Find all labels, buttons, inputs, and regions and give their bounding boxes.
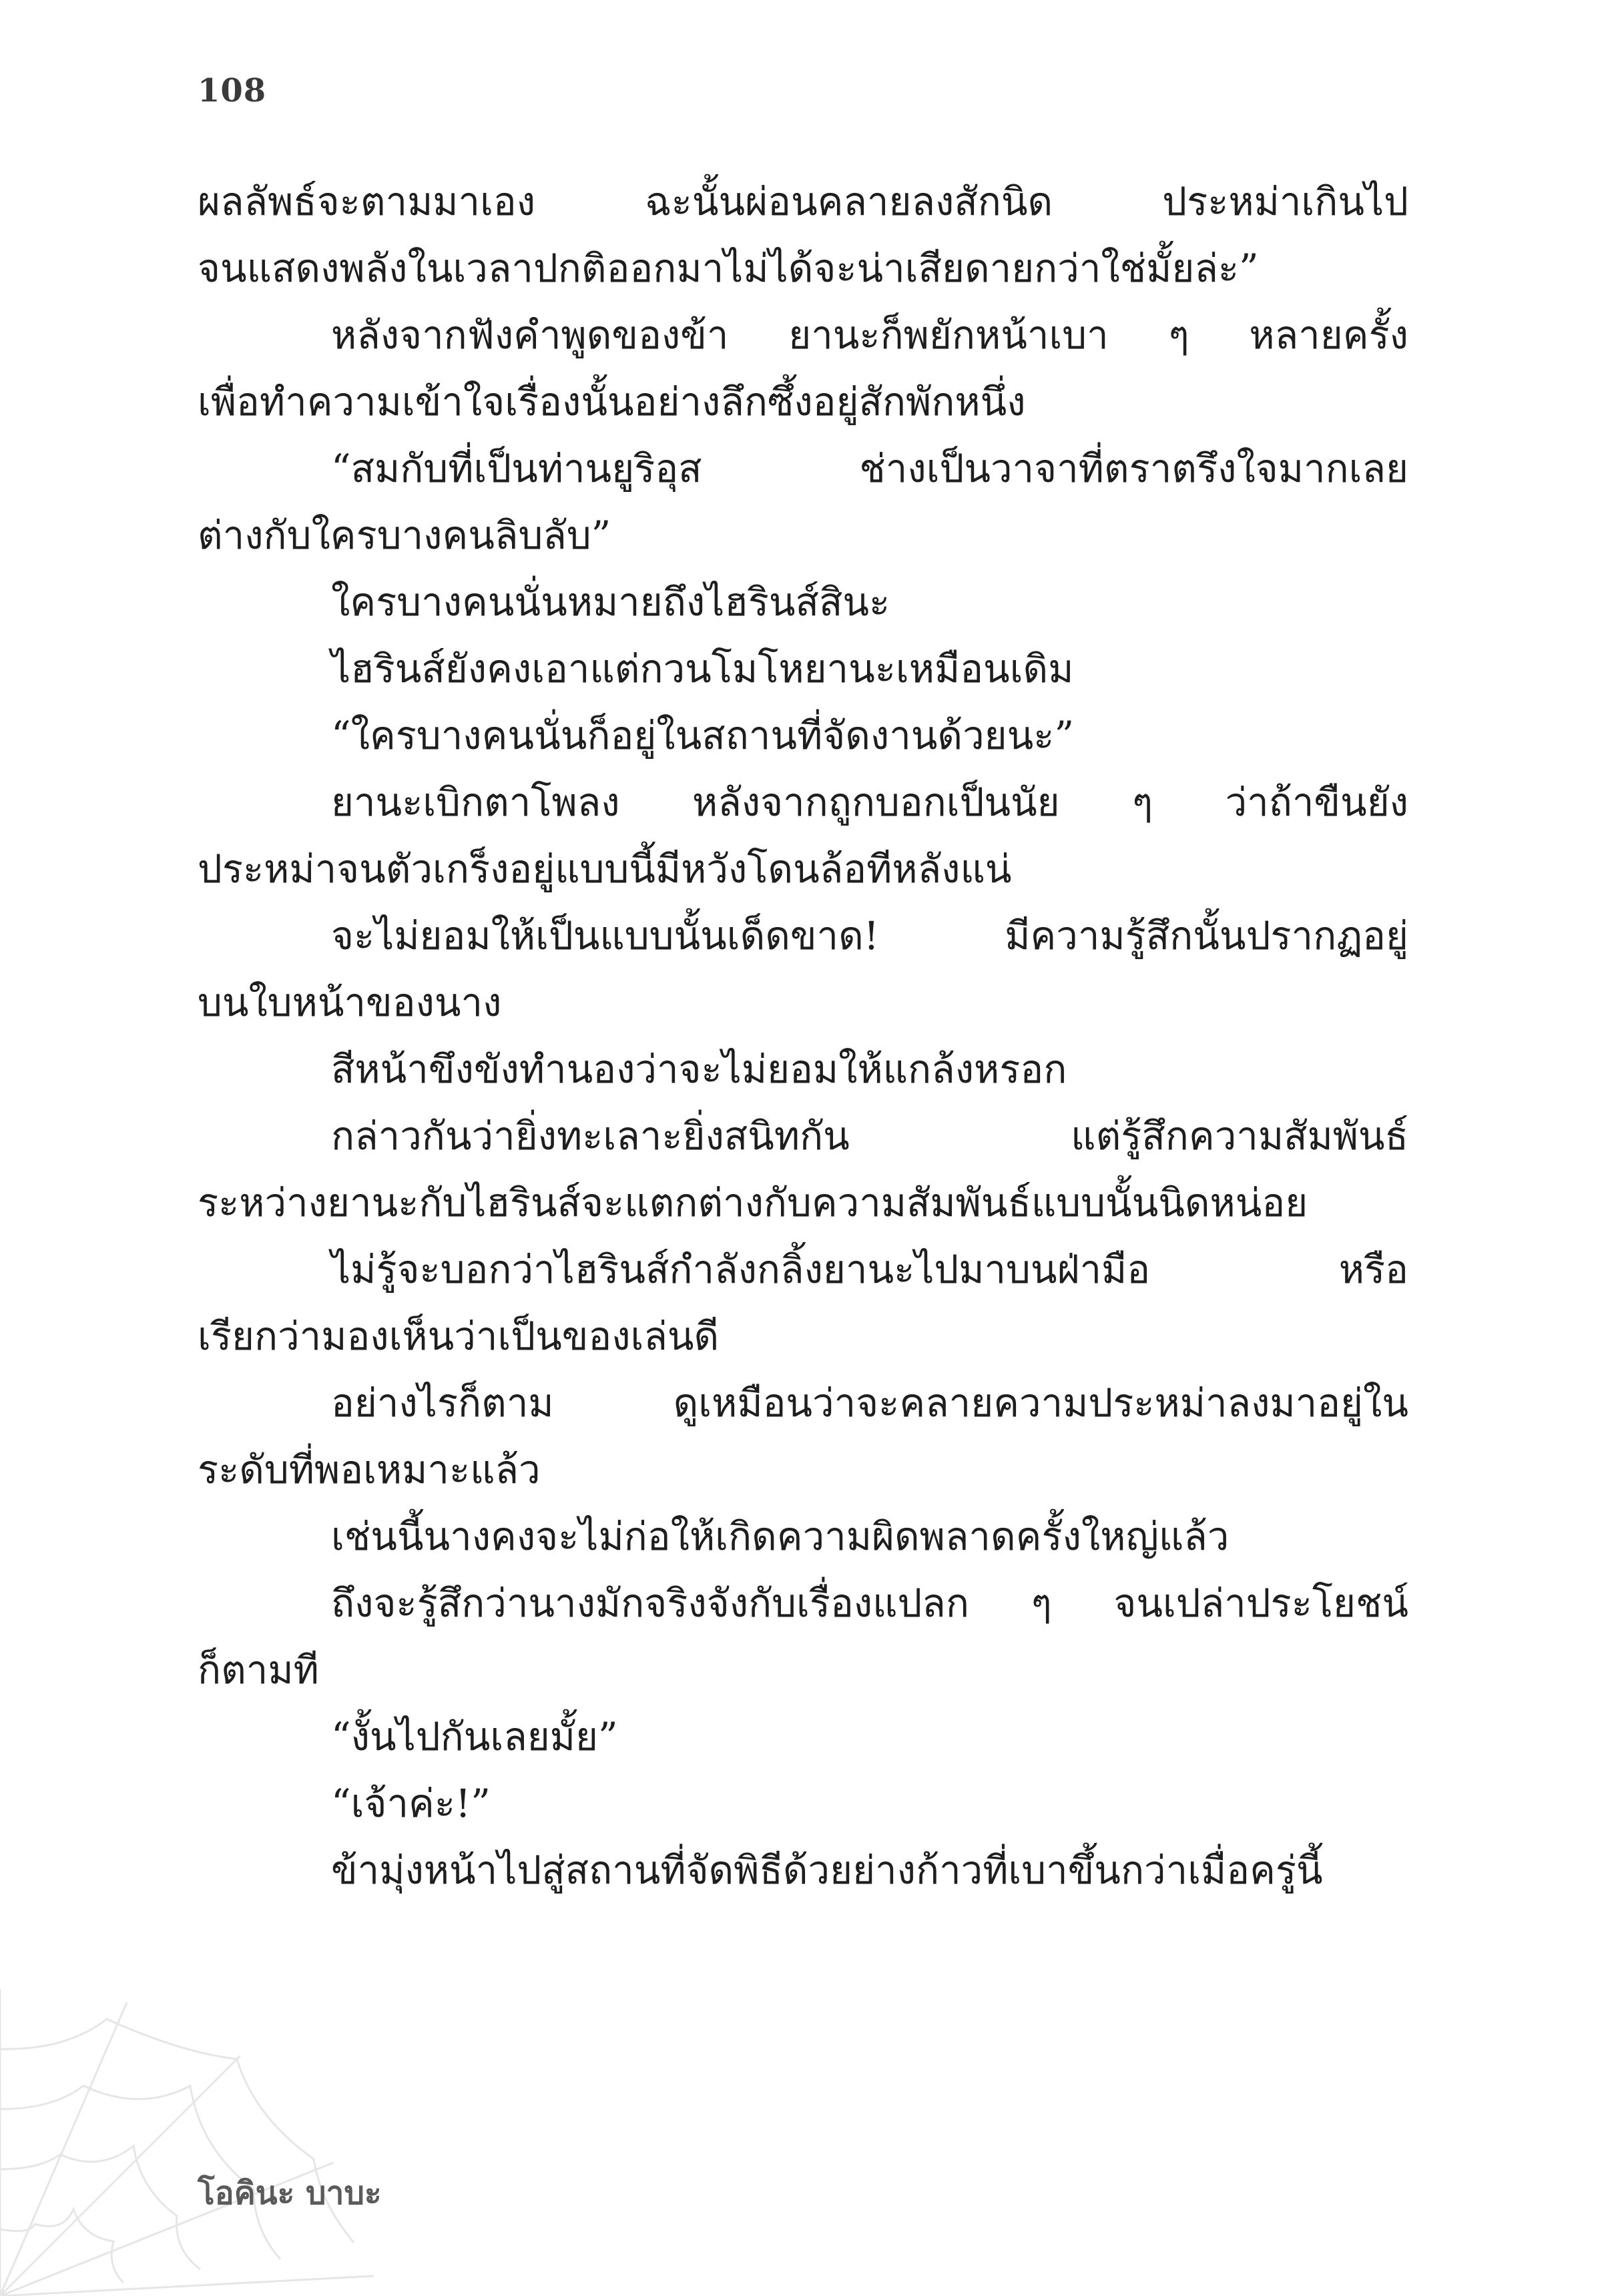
text-line: ระดับที่พอเหมาะแล้ว	[198, 1447, 541, 1492]
text-line: “สมกับที่เป็นท่านยูริอุส ช่างเป็นวาจาที่ตราตรึงใจมากเลย	[331, 446, 1408, 491]
text-line: กล่าวกันว่ายิ่งทะเลาะยิ่งสนิทกัน แต่รู้สึกความสัมพันธ์	[331, 1113, 1408, 1159]
text-line: ยานะเบิกตาโพลง หลังจากถูกบอกเป็นนัย ๆ ว่าถ้าขืนยัง	[331, 780, 1408, 825]
spider-web-icon	[0, 1989, 374, 2296]
text-line: ถึงจะรู้สึกว่านางมักจริงจังกับเรื่องแปลก ๆ จนเปล่าประโยชน์	[331, 1581, 1408, 1626]
text-line: ประหม่าจนตัวเกร็งอยู่แบบนี้มีหวังโดนล้อทีหลังแน่	[198, 846, 1012, 892]
text-line: ผลลัพธ์จะตามมาเอง ฉะนั้นผ่อนคลายลงสักนิด ประหม่าเกินไป	[198, 179, 1408, 224]
text-line: ระหว่างยานะกับไฮรินส์จะแตกต่างกับความสัมพันธ์แบบนั้นนิดหน่อย	[198, 1180, 1308, 1225]
text-line: เรียกว่ามองเห็นว่าเป็นของเล่นดี	[198, 1314, 720, 1359]
text-line: ต่างกับใครบางคนลิบลับ”	[198, 513, 611, 558]
text-line: เพื่อทำความเข้าใจเรื่องนั้นอย่างลึกซึ้งอยู่สักพักหนึ่ง	[198, 379, 1026, 424]
page-number: 108	[198, 72, 267, 109]
text-line: ใครบางคนนั่นหมายถึงไฮรินส์สินะ	[331, 579, 890, 625]
text-line: หลังจากฟังคำพูดของข้า ยานะก็พยักหน้าเบา ๆ หลายครั้ง	[331, 312, 1408, 358]
text-line: จะไม่ยอมให้เป็นแบบนั้นเด็ดขาด! มีความรู้สึกนั้นปรากฏอยู่	[331, 913, 1408, 958]
text-line: ไม่รู้จะบอกว่าไฮรินส์กำลังกลิ้งยานะไปมาบนฝ่ามือ หรือ	[331, 1247, 1408, 1292]
text-line: ไฮรินส์ยังคงเอาแต่กวนโมโหยานะเหมือนเดิม	[331, 646, 1074, 691]
text-line: เช่นนี้นางคงจะไม่ก่อให้เกิดความผิดพลาดครั้งใหญ่แล้ว	[331, 1514, 1230, 1559]
text-line: “เจ้าค่ะ!”	[331, 1781, 491, 1826]
body-text	[198, 168, 1408, 1904]
text-line: ข้ามุ่งหน้าไปสู่สถานที่จัดพิธีด้วยย่างก้าวที่เบาขึ้นกว่าเมื่อครู่นี้	[331, 1847, 1323, 1893]
text-line: จนแสดงพลังในเวลาปกติออกมาไม่ได้จะน่าเสียดายกว่าใช่มั้ยล่ะ”	[198, 246, 1259, 291]
author-footer: โอคินะ บาบะ	[198, 2175, 382, 2212]
text-line: สีหน้าขึงขังทำนองว่าจะไม่ยอมให้แกล้งหรอก	[331, 1047, 1067, 1092]
text-line: บนใบหน้าของนาง	[198, 980, 502, 1025]
text-line: ก็ตามที	[198, 1647, 319, 1693]
text-line: อย่างไรก็ตาม ดูเหมือนว่าจะคลายความประหม่าลงมาอยู่ใน	[331, 1380, 1408, 1426]
text-line: “งั้นไปกันเลยมั้ย”	[331, 1714, 618, 1759]
text-line: “ใครบางคนนั่นก็อยู่ในสถานที่จัดงานด้วยนะ”	[331, 713, 1075, 758]
